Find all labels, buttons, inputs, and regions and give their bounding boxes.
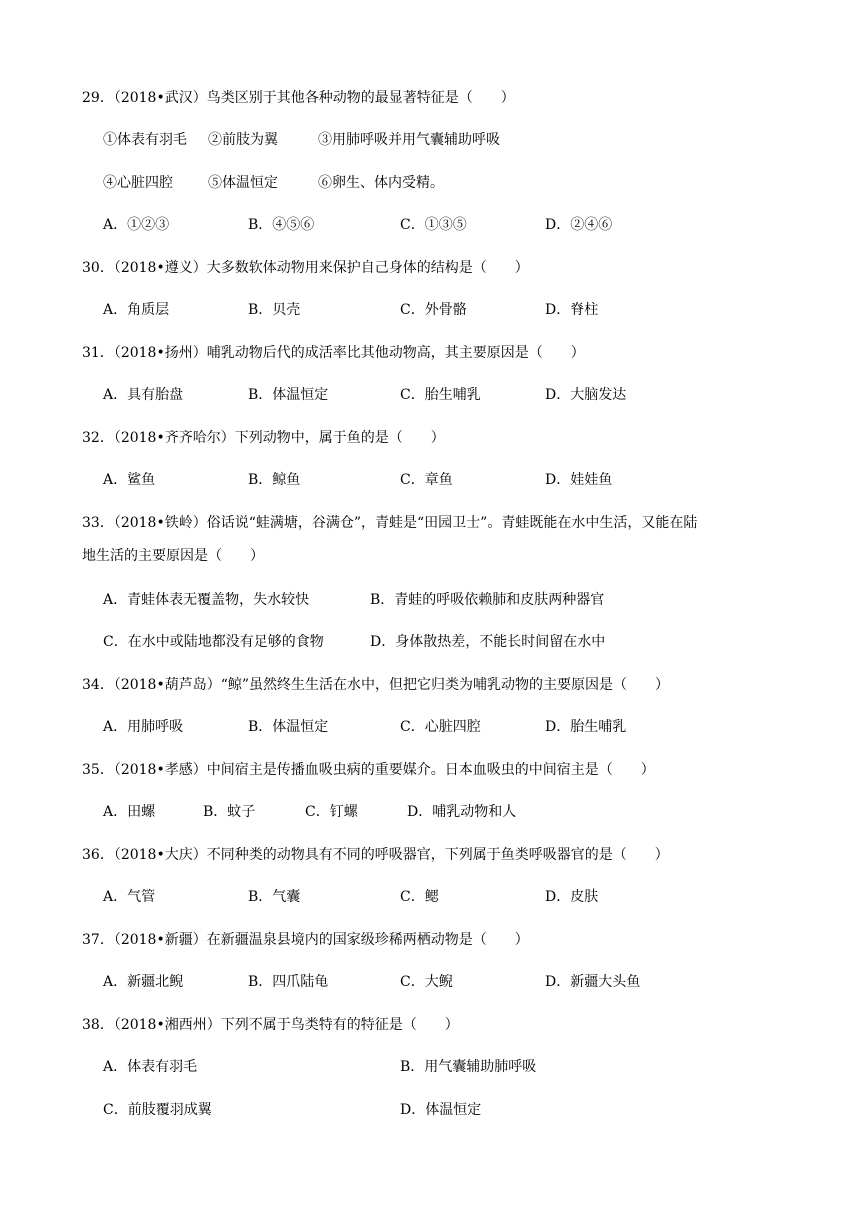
q36-option-d: D．皮肤: [545, 889, 599, 905]
q34-option-c: C．心脏四腔: [400, 719, 481, 735]
question-38-stem: 38．（2018•湘西州）下列不属于鸟类特有的特征是（ ）: [82, 1017, 459, 1033]
question-33-stem-continued: 地生活的主要原因是（ ）: [82, 548, 264, 564]
question-32-stem: 32．（2018•齐齐哈尔）下列动物中，属于鱼的是（ ）: [82, 430, 445, 446]
q38-option-a: A．体表有羽毛: [103, 1059, 198, 1075]
q35-option-b: B．蚊子: [203, 804, 256, 820]
q29-statement-4: ④心脏四腔: [103, 175, 173, 191]
q38-option-d: D．体温恒定: [400, 1102, 482, 1118]
q29-statement-2: ②前肢为翼: [208, 132, 278, 148]
q30-option-c: C．外骨骼: [400, 302, 467, 318]
question-35-stem: 35．（2018•孝感）中间宿主是传播血吸虫病的重要媒介。日本血吸虫的中间宿主是（ ）: [82, 762, 655, 778]
q30-option-d: D．脊柱: [545, 302, 599, 318]
q33-option-c: C．在水中或陆地都没有足够的食物: [103, 634, 324, 650]
q36-option-b: B．气囊: [248, 889, 301, 905]
q38-option-c: C．前肢覆羽成翼: [103, 1102, 212, 1118]
q32-option-b: B．鲸鱼: [248, 472, 301, 488]
q37-option-b: B．四爪陆龟: [248, 974, 329, 990]
question-36-stem: 36．（2018•大庆）不同种类的动物具有不同的呼吸器官，下列属于鱼类呼吸器官的是（ ）: [82, 847, 669, 863]
question-37-stem: 37．（2018•新疆）在新疆温泉县境内的国家级珍稀两栖动物是（ ）: [82, 932, 529, 948]
q29-statement-1: ①体表有羽毛: [103, 132, 187, 148]
q30-option-b: B．贝壳: [248, 302, 301, 318]
q38-option-b: B．用气囊辅助肺呼吸: [400, 1059, 537, 1075]
q33-option-b: B．青蛙的呼吸依赖肺和皮肤两种器官: [370, 592, 605, 608]
q31-option-d: D．大脑发达: [545, 387, 627, 403]
q29-option-c: C．①③⑤: [400, 217, 467, 233]
q36-option-a: A．气管: [103, 889, 156, 905]
question-31-stem: 31．（2018•扬州）哺乳动物后代的成活率比其他动物高，其主要原因是（ ）: [82, 345, 585, 361]
q32-option-a: A．鲨鱼: [103, 472, 156, 488]
q30-option-a: A．角质层: [103, 302, 170, 318]
q34-option-d: D．胎生哺乳: [545, 719, 627, 735]
q29-statement-6: ⑥卵生、体内受精。: [318, 175, 444, 191]
q29-statement-3: ③用肺呼吸并用气囊辅助呼吸: [318, 132, 500, 148]
q32-option-c: C．章鱼: [400, 472, 453, 488]
q29-option-b: B．④⑤⑥: [248, 217, 315, 233]
q31-option-c: C．胎生哺乳: [400, 387, 481, 403]
q34-option-b: B．体温恒定: [248, 719, 329, 735]
q36-option-c: C．鳃: [400, 889, 439, 905]
q33-option-a: A．青蛙体表无覆盖物，失水较快: [103, 592, 310, 608]
question-34-stem: 34．（2018•葫芦岛）“鲸”虽然终生生活在水中，但把它归类为哺乳动物的主要原因是（ ）: [82, 677, 670, 693]
q29-option-d: D．②④⑥: [545, 217, 613, 233]
q35-option-c: C．钉螺: [305, 804, 358, 820]
q31-option-b: B．体温恒定: [248, 387, 329, 403]
question-33-stem: 33．（2018•铁岭）俗话说“蛙满塘，谷满仓”，青蛙是“田园卫士”。青蛙既能在水中生活，又能在陆: [82, 515, 698, 531]
q37-option-d: D．新疆大头鱼: [545, 974, 641, 990]
question-30-stem: 30．（2018•遵义）大多数软体动物用来保护自己身体的结构是（ ）: [82, 260, 529, 276]
q29-option-a: A．①②③: [103, 217, 170, 233]
q31-option-a: A．具有胎盘: [103, 387, 184, 403]
q32-option-d: D．娃娃鱼: [545, 472, 613, 488]
q34-option-a: A．用肺呼吸: [103, 719, 184, 735]
q29-statement-5: ⑤体温恒定: [208, 175, 278, 191]
q33-option-d: D．身体散热差，不能长时间留在水中: [370, 634, 606, 650]
q37-option-c: C．大鲵: [400, 974, 453, 990]
q35-option-a: A．田螺: [103, 804, 156, 820]
question-29-stem: 29．（2018•武汉）鸟类区别于其他各种动物的最显著特征是（ ）: [82, 90, 515, 106]
q35-option-d: D．哺乳动物和人: [407, 804, 517, 820]
q37-option-a: A．新疆北鲵: [103, 974, 184, 990]
